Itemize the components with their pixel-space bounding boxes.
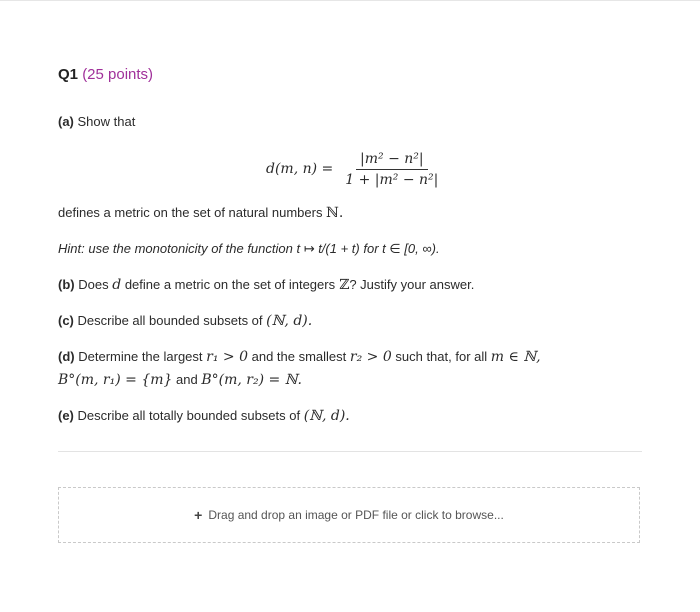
section-divider <box>58 451 642 452</box>
part-b-symbol-d: d <box>112 277 122 293</box>
part-c-math: (ℕ, d). <box>266 313 313 329</box>
part-a-after-text: defines a metric on the set of natural numbers <box>58 205 323 220</box>
question-title <box>58 66 153 83</box>
formula-lhs: d(m, n) = <box>266 161 334 177</box>
part-d-and: and <box>176 372 198 387</box>
part-d-text-3: such that, for all <box>395 349 488 364</box>
file-upload-dropzone[interactable] <box>58 487 640 543</box>
part-a-text: Show that <box>77 114 136 129</box>
part-d-math-1: r₁ > 0 <box>206 349 248 365</box>
part-c-text: Describe all bounded subsets of <box>77 313 263 328</box>
part-e-label: (e) <box>58 408 74 423</box>
plus-icon: + <box>194 507 203 523</box>
question-number: Q1 <box>58 66 79 83</box>
question-points: (25 points) <box>82 66 154 83</box>
formula-denominator: 1 + |m² − n²| <box>345 171 439 188</box>
part-b-text-1: Does <box>78 277 109 292</box>
part-d-ball-2: B°(m, r₂) = ℕ. <box>201 372 302 388</box>
part-d-math-2: r₂ > 0 <box>349 349 392 365</box>
metric-formula <box>266 148 442 190</box>
part-d-line-1 <box>58 348 541 366</box>
part-b-label: (b) <box>58 277 75 292</box>
part-d-text-2: and the smallest <box>251 349 347 364</box>
part-b <box>58 276 474 294</box>
part-a-intro <box>58 113 135 131</box>
naturals-symbol: ℕ. <box>326 205 344 221</box>
part-d-text-1: Determine the largest <box>78 349 203 364</box>
integers-symbol: ℤ <box>339 277 350 293</box>
part-e-math: (ℕ, d). <box>303 408 350 424</box>
part-d-line-2 <box>58 371 302 389</box>
part-d-math-3: m ∈ ℕ, <box>490 349 541 365</box>
part-d-ball-1: B°(m, r₁) = {m} <box>58 372 173 388</box>
part-b-text-3: ? Justify your answer. <box>349 277 475 292</box>
part-b-text-2: define a metric on the set of integers <box>124 277 336 292</box>
part-a-conclusion <box>58 204 343 222</box>
part-a-label: (a) <box>58 114 74 129</box>
formula-numerator: |m² − n²| <box>356 151 428 170</box>
part-c <box>58 312 312 330</box>
upload-label: Drag and drop an image or PDF file or click to browse... <box>208 508 504 522</box>
part-e <box>58 407 350 425</box>
top-border <box>0 0 700 1</box>
formula-fraction <box>341 151 442 188</box>
part-c-label: (c) <box>58 313 74 328</box>
part-d-label: (d) <box>58 349 75 364</box>
part-a-hint: Hint: use the monotonicity of the function t ↦ t/(1 + t) for t ∈ [0, ∞). <box>58 241 440 256</box>
part-e-text: Describe all totally bounded subsets of <box>77 408 301 423</box>
